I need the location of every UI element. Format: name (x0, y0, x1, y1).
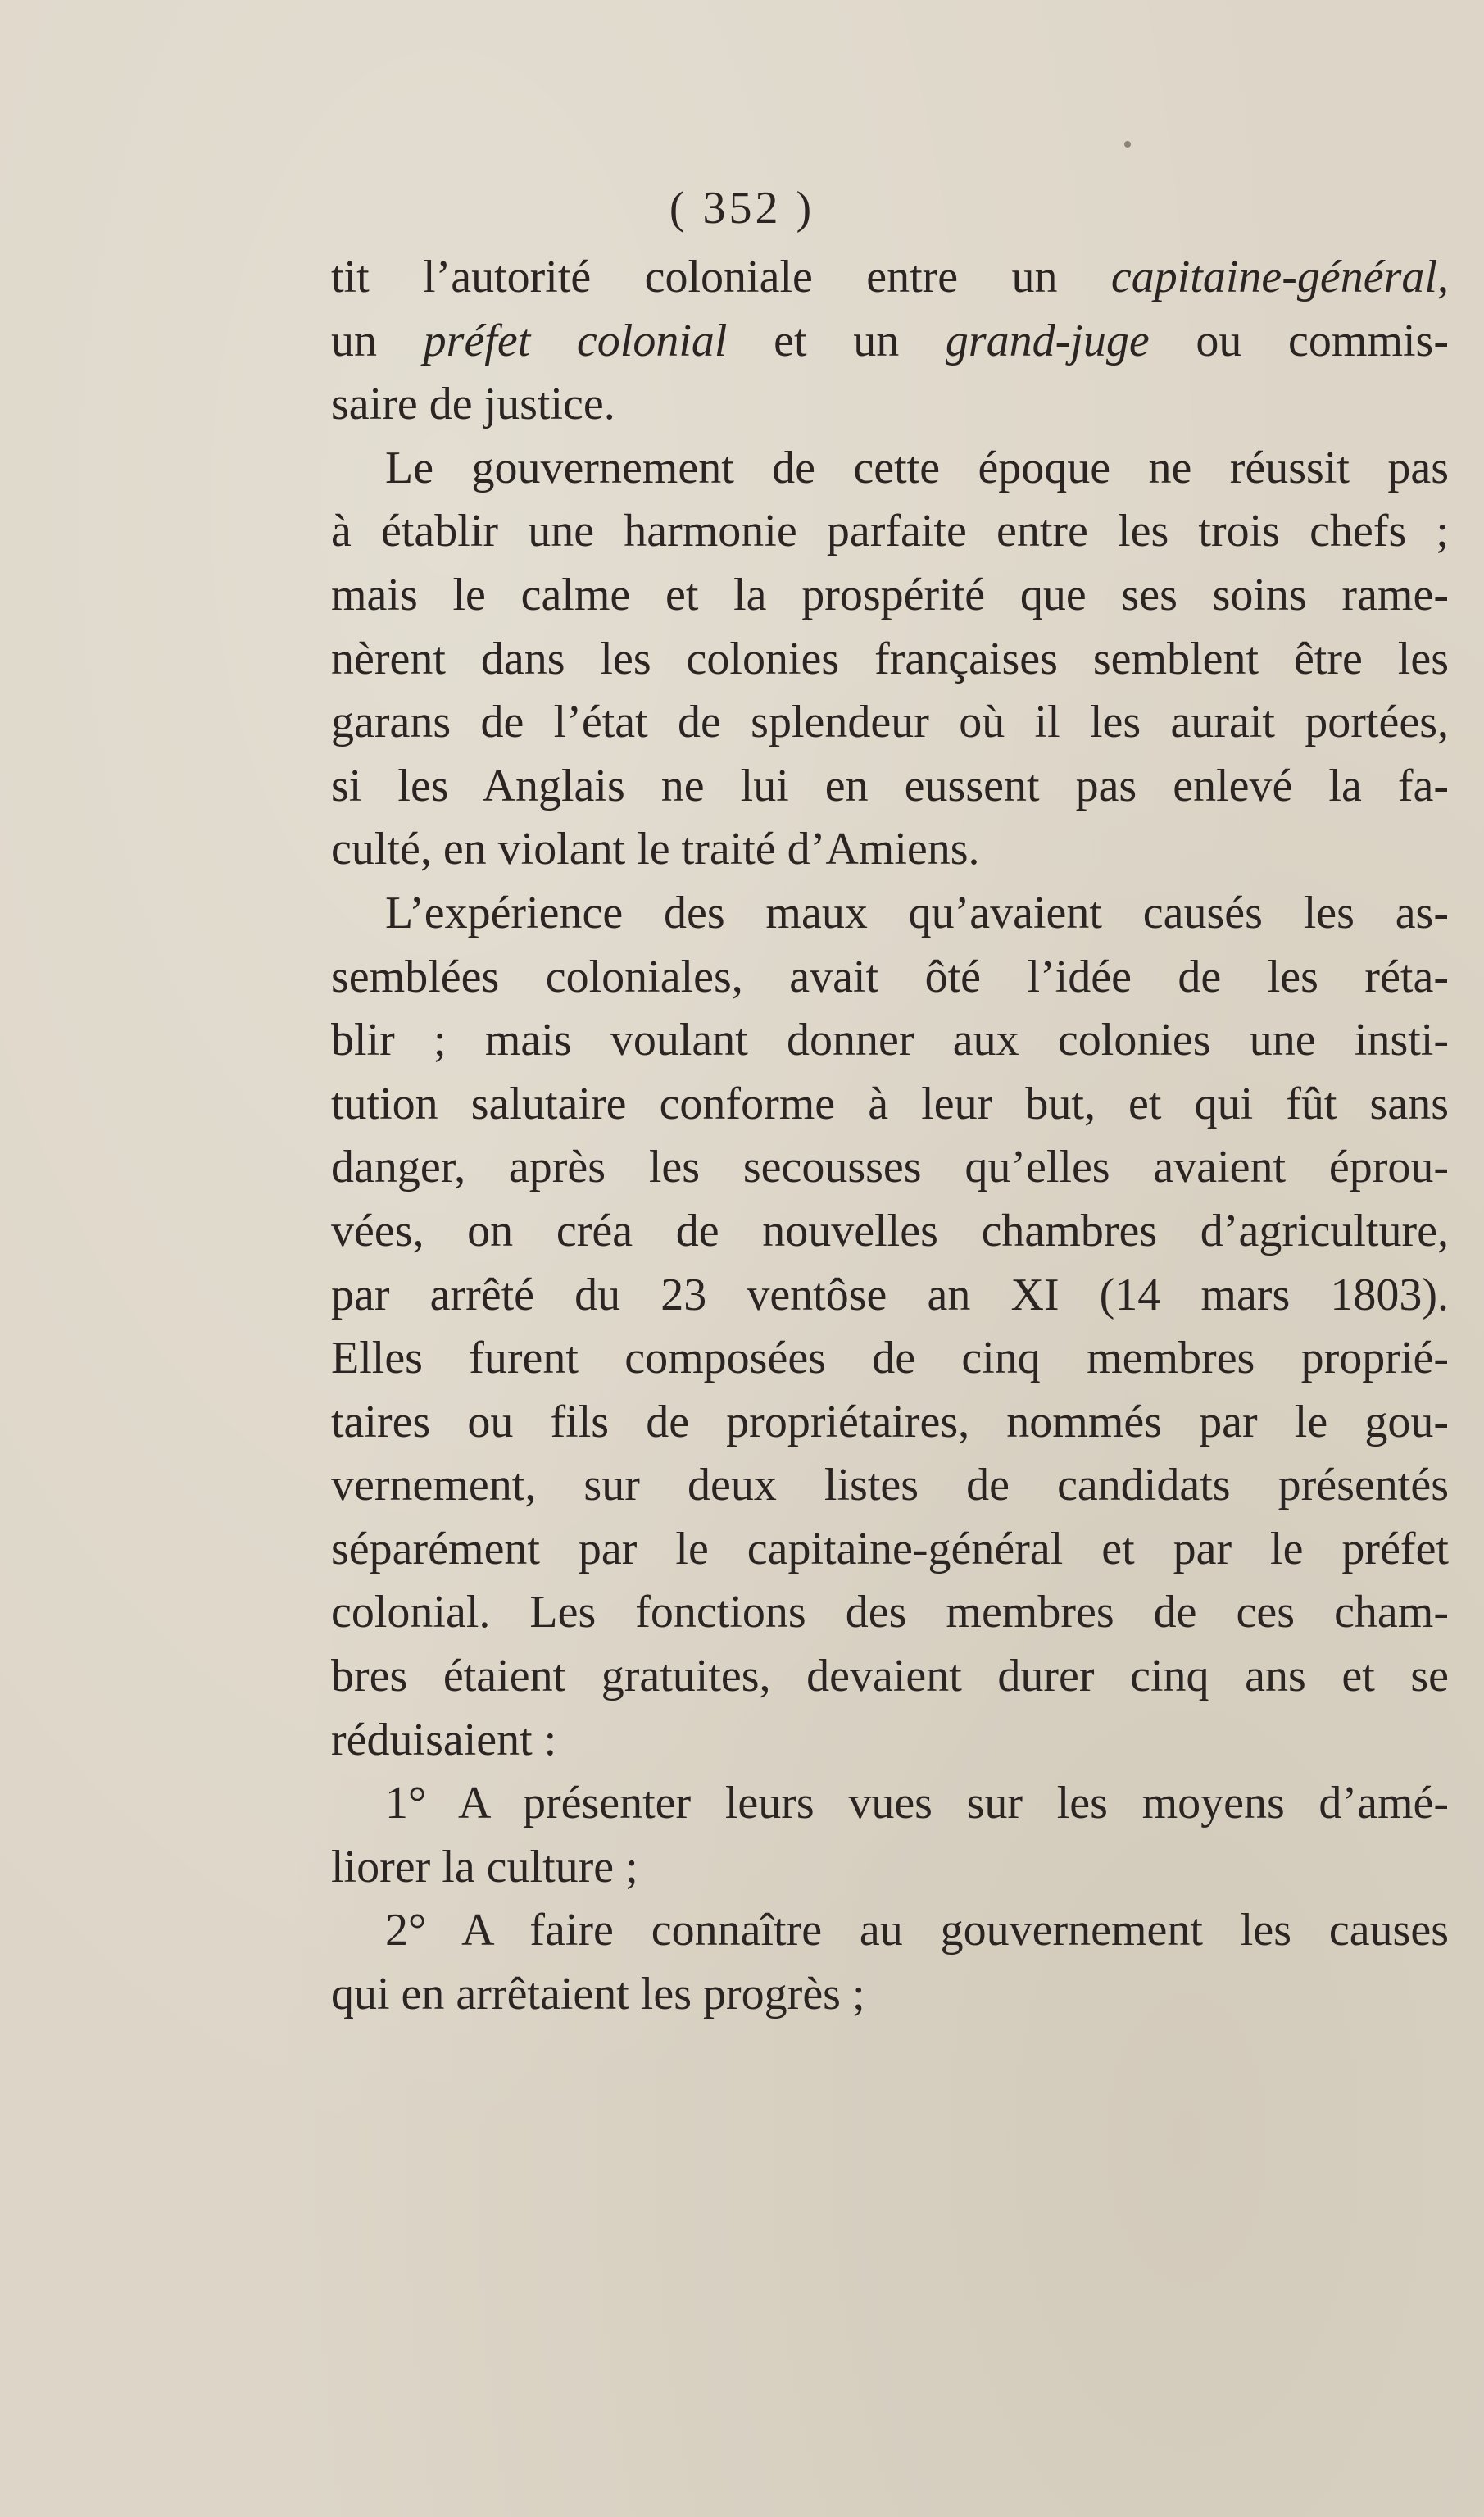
text-segment: semblées coloniales, avait ôté l’idée de les réta- (331, 951, 1449, 1002)
text-segment: qui en arrêtaient les progrès ; (331, 1969, 865, 2020)
text-segment: colonial. Les fonctions des membres de ces cham- (331, 1587, 1449, 1638)
italic-text: préfet colonial (423, 315, 728, 366)
text-segment: si les Anglais ne lui en eussent pas enlevé la fa- (331, 760, 1449, 811)
text-segment: par arrêté du 23 ventôse an XI (14 mars 1803). (331, 1269, 1449, 1320)
text-segment: mais le calme et la prospérité que ses soins rame- (331, 569, 1449, 620)
text-segment: tution salutaire conforme à leur but, et qui fût sans (331, 1078, 1449, 1129)
text-line (331, 373, 1449, 437)
text-line (331, 1709, 1449, 1773)
text-segment: à établir une harmonie parfaite entre les trois chefs ; (331, 506, 1449, 557)
text-line (331, 500, 1449, 564)
text-line (331, 1327, 1449, 1391)
text-line (331, 1836, 1449, 1900)
text-segment: et un (727, 315, 946, 366)
text-line (331, 1264, 1449, 1328)
text-line (331, 1073, 1449, 1137)
text-line (331, 437, 1449, 501)
text-segment: danger, après les secousses qu’elles avaient éprou- (331, 1142, 1449, 1193)
text-line (331, 755, 1449, 819)
text-segment: garans de l’état de splendeur où il les aurait portées, (331, 697, 1449, 748)
text-line (331, 1963, 1449, 2027)
text-line (331, 1581, 1449, 1645)
text-line (331, 1136, 1449, 1200)
text-line (331, 946, 1449, 1010)
text-line (331, 1391, 1449, 1455)
text-line (331, 628, 1449, 692)
text-line (331, 1518, 1449, 1582)
text-line (331, 1645, 1449, 1709)
text-segment: réduisaient : (331, 1714, 557, 1765)
text-line (331, 882, 1449, 946)
text-segment: taires ou fils de propriétaires, nommés par le gou- (331, 1396, 1449, 1447)
text-line (331, 1454, 1449, 1518)
text-line (331, 1772, 1449, 1836)
text-segment: bres étaient gratuites, devaient durer cinq ans et se (331, 1651, 1449, 1702)
text-segment: tit l’autorité coloniale entre un (331, 252, 1111, 302)
text-line (331, 1899, 1449, 1963)
text-segment: L’expérience des maux qu’avaient causés les as- (385, 887, 1449, 938)
text-segment: un (331, 315, 424, 366)
text-line (331, 246, 1449, 310)
text-segment: Le gouvernement de cette époque ne réussit pas (385, 442, 1449, 493)
text-segment: vernement, sur deux listes de candidats présentés (331, 1460, 1449, 1511)
text-line (331, 310, 1449, 374)
text-line (331, 564, 1449, 628)
text-segment: saire de justice. (331, 379, 615, 430)
text-line (331, 1200, 1449, 1264)
text-segment: vées, on créa de nouvelles chambres d’agriculture, (331, 1205, 1449, 1256)
text-segment: blir ; mais voulant donner aux colonies une insti- (331, 1015, 1449, 1066)
page-number: ( 352 ) (669, 183, 815, 234)
text-segment: 2° A faire connaître au gouvernement les causes (385, 1905, 1449, 1956)
text-segment: Elles furent composées de cinq membres proprié- (331, 1333, 1449, 1384)
text-segment: , (1437, 252, 1449, 302)
text-line (331, 1009, 1449, 1073)
body-text (331, 246, 1449, 2027)
text-segment: 1° A présenter leurs vues sur les moyens d’amé- (385, 1778, 1449, 1829)
text-segment: séparément par le capitaine-général et par le préfet (331, 1523, 1449, 1574)
italic-text: grand-juge (945, 315, 1150, 366)
text-line (331, 818, 1449, 882)
ink-speck (1124, 141, 1131, 148)
text-segment: nèrent dans les colonies françaises semblent être les (331, 633, 1449, 684)
text-segment: ou commis- (1149, 315, 1449, 366)
text-segment: culté, en violant le traité d’Amiens. (331, 824, 980, 875)
italic-text: capitaine-général (1110, 252, 1437, 302)
text-line (331, 691, 1449, 755)
text-segment: liorer la culture ; (331, 1841, 638, 1892)
